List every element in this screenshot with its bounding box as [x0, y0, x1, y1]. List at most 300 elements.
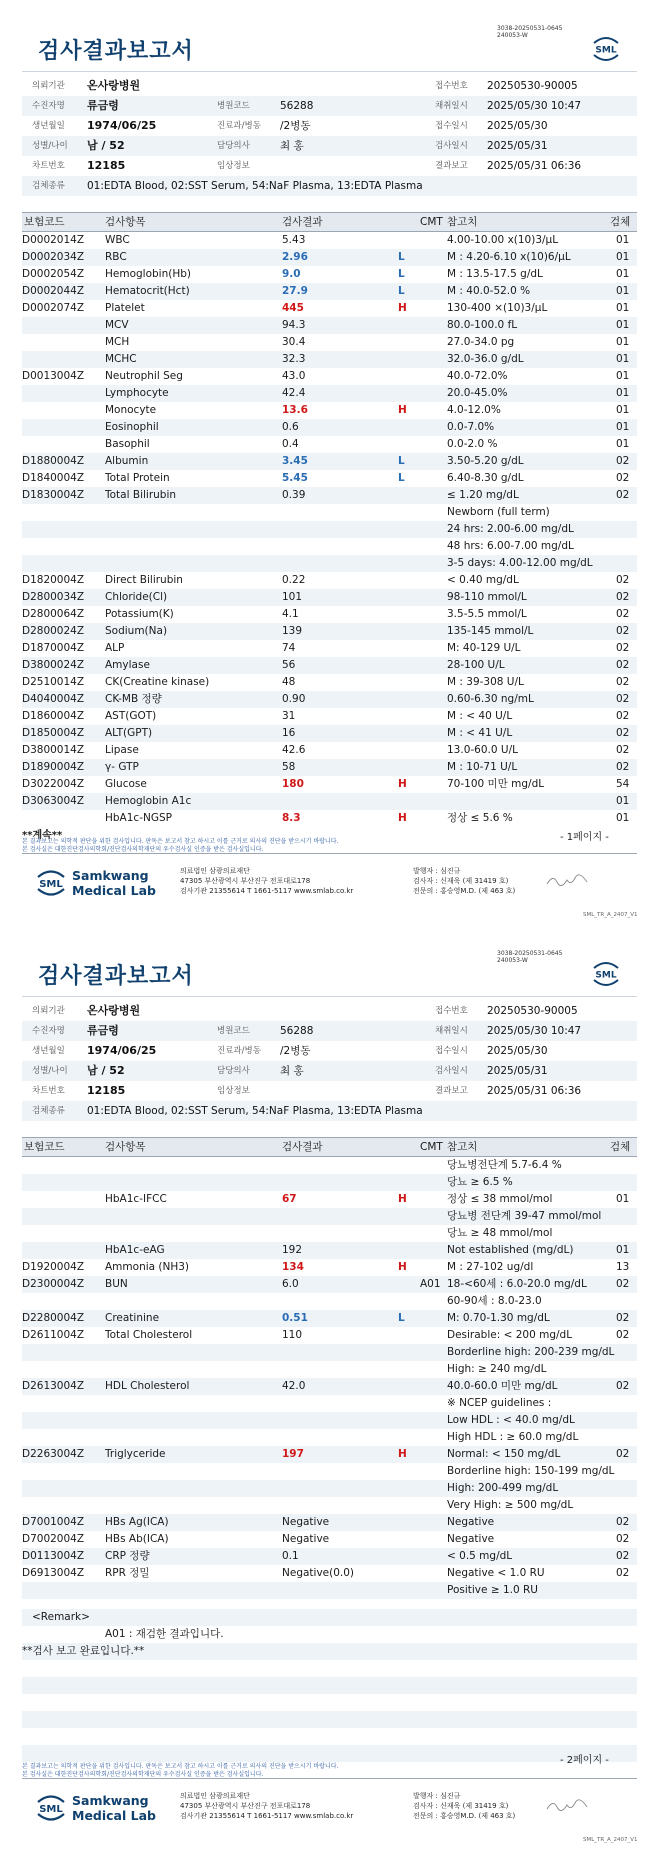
birth-value: 1974/06/25	[87, 1044, 157, 1057]
header-code: 보험코드	[24, 1141, 65, 1153]
cell-result: 31	[282, 710, 296, 722]
cell-flag: L	[398, 268, 405, 280]
table-row	[22, 810, 637, 827]
cell-result: 27.9	[282, 285, 308, 297]
header-result: 검사결과	[282, 1141, 323, 1153]
results-table-header	[22, 212, 637, 232]
institution-value: 온사랑병원	[87, 1004, 141, 1017]
header-code: 보험코드	[24, 216, 65, 228]
info-row-birth	[22, 116, 637, 136]
cell-test-name: CRP 정량	[105, 1550, 150, 1562]
table-row	[22, 504, 637, 521]
cell-code: D1820004Z	[22, 574, 85, 586]
cell-code: D1880004Z	[22, 455, 85, 467]
cell-result: 0.4	[282, 438, 299, 450]
cell-result: 58	[282, 761, 296, 773]
reported-label: 결과보고	[435, 161, 468, 171]
patient-value: 류금령	[87, 99, 119, 112]
table-row	[22, 1531, 637, 1548]
cell-specimen: 01	[616, 268, 630, 280]
cell-reference: 정상 ≤ 5.6 %	[447, 812, 513, 824]
specimen-label: 검체종류	[32, 1106, 65, 1116]
cell-test-name: Lymphocyte	[105, 387, 169, 399]
cell-reference: M: 0.70-1.30 mg/dL	[447, 1312, 550, 1324]
cell-test-name: Potassium(K)	[105, 608, 174, 620]
info-row-specimen	[22, 176, 637, 196]
cell-reference: 13.0-60.0 U/L	[447, 744, 518, 756]
cell-specimen: 02	[616, 608, 630, 620]
document-id	[497, 950, 562, 964]
document-id-line: 3038-20250531-0645	[497, 950, 563, 957]
footer-brand-line: Samkwang	[72, 868, 149, 883]
cell-specimen: 02	[616, 1533, 630, 1545]
sex-age-label: 성별/나이	[32, 141, 68, 151]
cell-reference: Negative	[447, 1516, 495, 1528]
cell-reference: M : < 40 U/L	[447, 710, 513, 722]
table-row	[22, 436, 637, 453]
cell-test-name: MCV	[105, 319, 129, 331]
cell-test-name: HbA1c-NGSP	[105, 812, 172, 824]
cell-specimen: 02	[616, 1448, 630, 1460]
table-row	[22, 1174, 637, 1191]
document-id-line: 3038-20250531-0645	[497, 25, 563, 32]
title-divider	[22, 996, 637, 997]
cell-test-name: CK(Creatine kinase)	[105, 676, 210, 688]
header-result: 검사결과	[282, 216, 323, 228]
cell-code: D2263004Z	[22, 1448, 85, 1460]
cell-specimen: 01	[616, 421, 630, 433]
cell-specimen: 01	[616, 336, 630, 348]
table-row	[22, 725, 637, 742]
cell-reference: 당뇨 ≥ 6.5 %	[447, 1176, 513, 1188]
cell-reference: M : 27-102 ug/dl	[447, 1261, 534, 1273]
cell-test-name: BUN	[105, 1278, 128, 1290]
table-row	[22, 589, 637, 606]
cell-comment: A01	[420, 1278, 441, 1290]
signature-icon	[545, 872, 589, 890]
cell-result: 8.3	[282, 812, 301, 824]
cell-specimen: 02	[616, 642, 630, 654]
table-row	[22, 1412, 637, 1429]
footer-sign-line: 전문의 : 홍승영M.D. (제 463 호)	[413, 1812, 516, 1820]
cell-result: 0.6	[282, 421, 299, 433]
blank-row	[22, 1745, 637, 1762]
cell-test-name: Basophil	[105, 438, 150, 450]
cell-specimen: 02	[616, 710, 630, 722]
cell-reference: M: 40-129 U/L	[447, 642, 521, 654]
cell-test-name: Monocyte	[105, 404, 157, 416]
cell-code: D4040004Z	[22, 693, 85, 705]
cell-specimen: 01	[616, 353, 630, 365]
hospital-code-value: 56288	[280, 100, 314, 112]
cell-reference: < 0.40 mg/dL	[447, 574, 519, 586]
cell-result: 0.51	[282, 1312, 308, 1324]
cell-code: D3063004Z	[22, 795, 85, 807]
cell-result: 139	[282, 625, 303, 637]
table-row	[22, 1310, 637, 1327]
cell-result: 74	[282, 642, 296, 654]
table-row	[22, 1378, 637, 1395]
footer-organization	[180, 1791, 353, 1821]
document-id	[497, 25, 562, 39]
cell-reference: 18-<60세 : 6.0-20.0 mg/dL	[447, 1278, 587, 1290]
cell-reference: 당뇨 ≥ 48 mmol/mol	[447, 1227, 553, 1239]
cell-test-name: HDL Cholesterol	[105, 1380, 190, 1392]
table-row	[22, 1276, 637, 1293]
footer-brand-line: Samkwang	[72, 1793, 149, 1808]
cell-flag: H	[398, 302, 407, 314]
results-table-header	[22, 1137, 637, 1157]
footer-sign-line: 전문의 : 홍승영M.D. (제 463 호)	[413, 887, 516, 895]
sml-logo-text: SML	[595, 970, 617, 981]
table-row	[22, 1259, 637, 1276]
cell-code: D7001004Z	[22, 1516, 85, 1528]
table-row	[22, 1514, 637, 1531]
footer-org-line: 검사기관 21355614 T 1661-5117 www.smlab.co.kr	[180, 887, 354, 895]
cell-code: D7002004Z	[22, 1533, 85, 1545]
table-row	[22, 1480, 637, 1497]
footer-org-line: 검사기관 21355614 T 1661-5117 www.smlab.co.kr	[180, 1812, 354, 1820]
footer-organization	[180, 866, 353, 896]
cell-reference: M : 39-308 U/L	[447, 676, 524, 688]
table-row	[22, 1208, 637, 1225]
table-row	[22, 793, 637, 810]
table-row	[22, 283, 637, 300]
cell-reference: 40.0-72.0%	[447, 370, 508, 382]
cell-specimen: 02	[616, 472, 630, 484]
sml-logo-icon	[590, 960, 622, 988]
report-page-2	[0, 925, 655, 1850]
table-row	[22, 368, 637, 385]
cell-test-name: CK-MB 정량	[105, 693, 162, 705]
cell-code: D2800064Z	[22, 608, 85, 620]
cell-specimen: 13	[616, 1261, 630, 1273]
table-row	[22, 1344, 637, 1361]
collected-value: 2025/05/30 10:47	[487, 1025, 582, 1037]
header-spec: 검체	[610, 216, 631, 228]
table-row	[22, 555, 637, 572]
cell-specimen: 01	[616, 438, 630, 450]
cell-result: 13.6	[282, 404, 308, 416]
cell-code: D1860004Z	[22, 710, 85, 722]
cell-reference: 135-145 mmol/L	[447, 625, 534, 637]
cell-reference: 40.0-60.0 미만 mg/dL	[447, 1380, 558, 1392]
cell-reference: Desirable: < 200 mg/dL	[447, 1329, 573, 1341]
cell-specimen: 01	[616, 387, 630, 399]
clinical-label: 임상정보	[217, 1086, 250, 1096]
footer-brand	[72, 868, 156, 898]
specimen-value: 01:EDTA Blood, 02:SST Serum, 54:NaF Plasma, 13:EDTA Plasma	[87, 180, 423, 192]
cell-test-name: Total Bilirubin	[105, 489, 177, 501]
cell-reference: 3.50-5.20 g/dL	[447, 455, 524, 467]
cell-reference: 32.0-36.0 g/dL	[447, 353, 524, 365]
cell-specimen: 02	[616, 761, 630, 773]
table-row	[22, 1395, 637, 1412]
cell-flag: L	[398, 455, 405, 467]
footer-org-line: 의료법인 삼광의료재단	[180, 1792, 250, 1800]
table-row	[22, 776, 637, 793]
cell-result: 56	[282, 659, 296, 671]
cell-reference: M : 13.5-17.5 g/dL	[447, 268, 543, 280]
cell-result: 5.45	[282, 472, 308, 484]
cell-reference: 당뇨병 전단계 39-47 mmol/mol	[447, 1210, 602, 1222]
cell-specimen: 01	[616, 812, 630, 824]
sex-age-label: 성별/나이	[32, 1066, 68, 1076]
tested-value: 2025/05/31	[487, 140, 548, 152]
table-row	[22, 266, 637, 283]
cell-result: Negative	[282, 1533, 330, 1545]
info-row-birth	[22, 1041, 637, 1061]
cell-code: D1840004Z	[22, 472, 85, 484]
cell-specimen: 01	[616, 319, 630, 331]
patient-value: 류금령	[87, 1024, 119, 1037]
table-row	[22, 674, 637, 691]
cell-result: 4.1	[282, 608, 299, 620]
received-label: 접수일시	[435, 121, 468, 131]
info-row-chart	[22, 156, 637, 176]
cell-reference: 6.40-8.30 g/dL	[447, 472, 524, 484]
table-row	[22, 317, 637, 334]
cell-reference: < 0.5 mg/dL	[447, 1550, 513, 1562]
patient-label: 수진자명	[32, 1026, 65, 1036]
footer-signatories	[413, 1791, 515, 1821]
footer-sign-line: 발행자 : 심진규	[413, 1792, 461, 1800]
table-row	[22, 1565, 637, 1582]
cell-result: Negative(0.0)	[282, 1567, 355, 1579]
cell-reference: M : 40.0-52.0 %	[447, 285, 531, 297]
sml-footer-logo-icon	[34, 1793, 68, 1823]
cell-test-name: HBs Ab(ICA)	[105, 1533, 169, 1545]
blank-row	[22, 1677, 637, 1694]
remark-title: <Remark>	[32, 1611, 90, 1623]
cell-reference: ≤ 1.20 mg/dL	[447, 489, 519, 501]
cell-test-name: ALP	[105, 642, 125, 654]
cell-test-name: MCHC	[105, 353, 137, 365]
cell-result: 48	[282, 676, 296, 688]
cell-test-name: Platelet	[105, 302, 145, 314]
cell-reference: 24 hrs: 2.00-6.00 mg/dL	[447, 523, 574, 535]
document-id-line: 240053-W	[497, 957, 528, 964]
cell-reference: M : < 41 U/L	[447, 727, 513, 739]
cell-reference: 48 hrs: 6.00-7.00 mg/dL	[447, 540, 574, 552]
specimen-label: 검체종류	[32, 181, 65, 191]
cell-result: 0.1	[282, 1550, 299, 1562]
cell-specimen: 02	[616, 1567, 630, 1579]
cell-reference: Negative	[447, 1533, 495, 1545]
table-row	[22, 419, 637, 436]
hospital-code-value: 56288	[280, 1025, 314, 1037]
hospital-code-label: 병원코드	[217, 101, 250, 111]
cell-reference: Normal: < 150 mg/dL	[447, 1448, 561, 1460]
cell-reference: 4.0-12.0%	[447, 404, 501, 416]
page-number: - 1페이지 -	[560, 832, 609, 843]
cell-code: D2510014Z	[22, 676, 85, 688]
table-row	[22, 521, 637, 538]
cell-reference: Not established (mg/dL)	[447, 1244, 574, 1256]
cell-code: D1920004Z	[22, 1261, 85, 1273]
cell-flag: L	[398, 1312, 405, 1324]
header-cmt: CMT	[420, 1141, 443, 1153]
blank-row	[22, 1660, 637, 1677]
cell-test-name: Amylase	[105, 659, 150, 671]
continued-mark: **계속**	[22, 830, 63, 841]
sml-footer-logo-text: SML	[39, 879, 63, 890]
table-row	[22, 1497, 637, 1514]
cell-specimen: 02	[616, 1329, 630, 1341]
received-value: 2025/05/30	[487, 120, 548, 132]
cell-test-name: Total Cholesterol	[105, 1329, 193, 1341]
cell-reference: 정상 ≤ 38 mmol/mol	[447, 1193, 553, 1205]
cell-specimen: 02	[616, 744, 630, 756]
cell-code: D0002074Z	[22, 302, 85, 314]
cell-specimen: 01	[616, 1244, 630, 1256]
cell-reference: 98-110 mmol/L	[447, 591, 527, 603]
table-row	[22, 538, 637, 555]
cell-reference: 130-400 ×(10)3/μL	[447, 302, 548, 314]
cell-code: D3800014Z	[22, 744, 85, 756]
signature-icon	[545, 1797, 589, 1815]
cell-code: D3022004Z	[22, 778, 85, 790]
blank-row	[22, 1694, 637, 1711]
collected-label: 채취일시	[435, 1026, 468, 1036]
birth-value: 1974/06/25	[87, 119, 157, 132]
document-id-line: 240053-W	[497, 32, 528, 39]
reported-label: 결과보고	[435, 1086, 468, 1096]
patient-label: 수진자명	[32, 101, 65, 111]
cell-test-name: Hematocrit(Hct)	[105, 285, 190, 297]
footer-brand-line: Medical Lab	[72, 1808, 156, 1823]
cell-test-name: Sodium(Na)	[105, 625, 168, 637]
info-row-institution	[22, 76, 637, 96]
cell-code: D2800034Z	[22, 591, 85, 603]
reported-value: 2025/05/31 06:36	[487, 160, 582, 172]
cell-test-name: γ- GTP	[105, 761, 139, 773]
receipt-no-label: 접수번호	[435, 1006, 468, 1016]
table-row	[22, 708, 637, 725]
info-row-chart	[22, 1081, 637, 1101]
cell-reference: 60-90세 : 8.0-23.0	[447, 1295, 542, 1307]
cell-code: D0002044Z	[22, 285, 85, 297]
tested-label: 검사일시	[435, 1066, 468, 1076]
cell-code: D2613004Z	[22, 1380, 85, 1392]
received-value: 2025/05/30	[487, 1045, 548, 1057]
cell-test-name: Neutrophil Seg	[105, 370, 183, 382]
footer-divider	[22, 853, 637, 854]
table-row	[22, 1157, 637, 1174]
table-row	[22, 1327, 637, 1344]
clinical-label: 임상정보	[217, 161, 250, 171]
cell-test-name: Lipase	[105, 744, 139, 756]
cell-specimen: 02	[616, 591, 630, 603]
cell-test-name: Glucose	[105, 778, 147, 790]
report-title: 검사결과보고서	[38, 964, 194, 989]
footer-divider	[22, 1778, 637, 1779]
sex-age-value: 남 / 52	[87, 139, 125, 152]
table-row	[22, 232, 637, 249]
cell-reference: 4.00-10.00 x(10)3/μL	[447, 234, 559, 246]
form-code: SML_TR_A_2407_V1	[583, 1837, 638, 1843]
dept-label: 진료과/병동	[217, 121, 261, 131]
cell-result: 134	[282, 1261, 304, 1273]
cell-test-name: MCH	[105, 336, 130, 348]
doctor-label: 담당의사	[217, 1066, 250, 1076]
cell-reference: 28-100 U/L	[447, 659, 505, 671]
cell-result: 445	[282, 302, 304, 314]
receipt-no-label: 접수번호	[435, 81, 468, 91]
cell-specimen: 01	[616, 302, 630, 314]
cell-specimen: 02	[616, 574, 630, 586]
sml-footer-logo-text: SML	[39, 1804, 63, 1815]
received-label: 접수일시	[435, 1046, 468, 1056]
table-row	[22, 351, 637, 368]
table-row	[22, 657, 637, 674]
cell-flag: L	[398, 251, 405, 263]
dept-value: /2병동	[280, 1045, 311, 1057]
tested-label: 검사일시	[435, 141, 468, 151]
cell-result: 9.0	[282, 268, 301, 280]
cell-code: D1830004Z	[22, 489, 85, 501]
cell-result: 110	[282, 1329, 303, 1341]
notice-line: 본 결과보고는 의학적 판단을 위한 검사입니다. 판독은 보고서 참고 하시고 이를 근거로 의사의 진단을 받으시기 바랍니다.	[22, 1763, 339, 1770]
info-row-patient	[22, 96, 637, 116]
cell-result: 0.39	[282, 489, 306, 501]
cell-specimen: 02	[616, 1312, 630, 1324]
cell-result: 0.22	[282, 574, 306, 586]
cell-reference: Positive ≥ 1.0 RU	[447, 1584, 538, 1596]
cell-reference: 0.60-6.30 ng/mL	[447, 693, 534, 705]
cell-test-name: Hemoglobin(Hb)	[105, 268, 192, 280]
birth-label: 생년월일	[32, 1046, 65, 1056]
cell-code: D0002014Z	[22, 234, 85, 246]
cell-reference: 당뇨병전단계 5.7-6.4 %	[447, 1159, 562, 1171]
cell-reference: 80.0-100.0 fL	[447, 319, 518, 331]
cell-test-name: AST(GOT)	[105, 710, 157, 722]
receipt-no-value: 20250530-90005	[487, 80, 578, 92]
footer-org-line: 의료법인 삼광의료재단	[180, 867, 250, 875]
table-row	[22, 1191, 637, 1208]
cell-specimen: 02	[616, 676, 630, 688]
info-row-patient	[22, 1021, 637, 1041]
cell-code: D1870004Z	[22, 642, 85, 654]
cell-reference: Low HDL : < 40.0 mg/dL	[447, 1414, 575, 1426]
cell-reference: High: ≥ 240 mg/dL	[447, 1363, 547, 1375]
cell-code: D2300004Z	[22, 1278, 85, 1290]
cell-reference: 27.0-34.0 pg	[447, 336, 515, 348]
table-row	[22, 1463, 637, 1480]
cell-result: 3.45	[282, 455, 308, 467]
institution-value: 온사랑병원	[87, 79, 141, 92]
footer-org-line: 47305 부산광역시 부산진구 전포대로178	[180, 877, 311, 885]
doctor-value: 최 홍	[280, 1065, 304, 1077]
table-row	[22, 572, 637, 589]
cell-reference: 0.0-2.0 %	[447, 438, 498, 450]
cell-flag: L	[398, 472, 405, 484]
cell-code: D1890004Z	[22, 761, 85, 773]
hospital-code-label: 병원코드	[217, 1026, 250, 1036]
institution-label: 의뢰기관	[32, 81, 65, 91]
cell-flag: H	[398, 1261, 407, 1273]
cell-specimen: 02	[616, 1278, 630, 1290]
cell-specimen: 01	[616, 251, 630, 263]
table-row	[22, 334, 637, 351]
table-row	[22, 300, 637, 317]
footer-signatories	[413, 866, 515, 896]
info-row-sex-age	[22, 1061, 637, 1081]
cell-test-name: HbA1c-eAG	[105, 1244, 165, 1256]
footer-brand-line: Medical Lab	[72, 883, 156, 898]
cell-code: D0002054Z	[22, 268, 85, 280]
cell-test-name: RBC	[105, 251, 127, 263]
